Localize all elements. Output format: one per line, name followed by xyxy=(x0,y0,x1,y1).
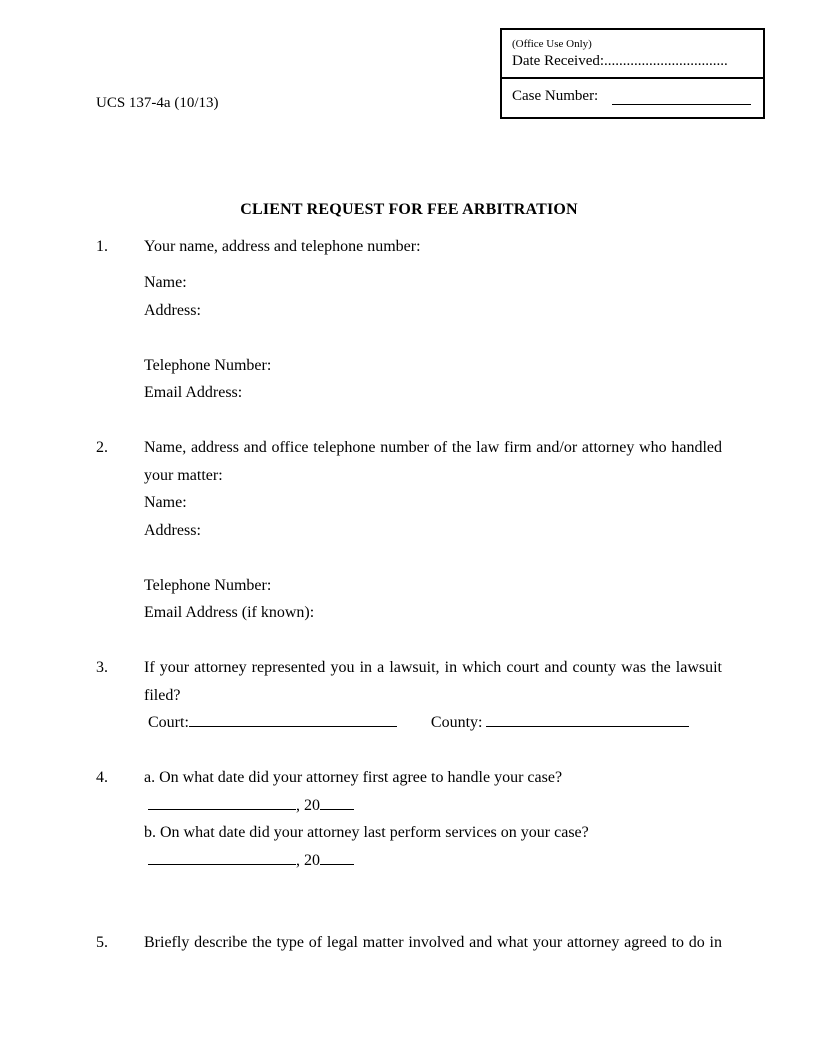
client-name-label: Name: xyxy=(144,274,187,291)
form-code: UCS 137-4a (10/13) xyxy=(96,95,219,111)
case-number-field[interactable] xyxy=(612,103,751,105)
question-3-number: 3. xyxy=(96,659,108,676)
question-3-prompt: If your attorney represented you in a lawsuit, in which court and county was the lawsuit filed? xyxy=(144,659,722,704)
court-label: Court: xyxy=(148,714,189,731)
office-use-only-label: (Office Use Only) xyxy=(512,38,592,50)
client-email-label: Email Address: xyxy=(144,384,243,401)
question-5-number: 5. xyxy=(96,934,108,951)
date-suffix-a: , 20 xyxy=(296,796,320,814)
question-4-number: 4. xyxy=(96,769,108,786)
question-5 xyxy=(96,929,722,957)
question-5-prompt: Briefly describe the type of legal matter involved and what your attorney agreed to do in xyxy=(144,934,722,951)
question-4 xyxy=(96,764,722,874)
attorney-phone-label: Telephone Number: xyxy=(144,576,272,594)
blank-line xyxy=(144,544,722,572)
date-suffix-b: , 20 xyxy=(296,851,320,869)
year-field-a[interactable] xyxy=(320,808,354,810)
question-4-body xyxy=(144,764,722,874)
date-received-label: Date Received:................................. xyxy=(512,53,728,69)
client-address-label: Address: xyxy=(144,301,201,319)
date-field-a[interactable] xyxy=(148,808,296,810)
court-county-row xyxy=(144,709,722,737)
office-use-box xyxy=(500,28,765,119)
question-1 xyxy=(96,233,722,407)
form-title: CLIENT REQUEST FOR FEE ARBITRATION xyxy=(240,201,578,218)
case-number-label: Case Number: xyxy=(512,88,599,104)
court-field[interactable] xyxy=(189,725,397,727)
form-content xyxy=(96,196,722,957)
question-3 xyxy=(96,654,722,737)
attorney-email-label: Email Address (if known): xyxy=(144,604,315,621)
county-label: County: xyxy=(430,714,483,731)
question-4b-prompt: b. On what date did your attorney last perform services on your case? xyxy=(144,824,589,841)
question-2-body xyxy=(144,434,722,627)
county-field[interactable] xyxy=(486,725,689,727)
date-field-b[interactable] xyxy=(148,863,296,865)
question-4a-prompt: a. On what date did your attorney first agree to handle your case? xyxy=(144,769,563,786)
question-3-body xyxy=(144,654,722,737)
date-row-a xyxy=(144,792,722,820)
question-2 xyxy=(96,434,722,627)
question-2-prompt: Name, address and office telephone number of the law firm and/or attorney who handled your matter: xyxy=(144,439,722,484)
date-row-b xyxy=(144,847,722,875)
blank-line xyxy=(144,324,722,352)
question-1-prompt: Your name, address and telephone number: xyxy=(144,237,421,255)
attorney-name-label: Name: xyxy=(144,494,187,511)
client-phone-label: Telephone Number: xyxy=(144,356,272,374)
year-field-b[interactable] xyxy=(320,863,354,865)
question-2-number: 2. xyxy=(96,439,108,456)
case-number-row xyxy=(502,77,763,117)
office-use-top-section xyxy=(502,30,763,77)
attorney-address-label: Address: xyxy=(144,521,201,539)
question-5-body xyxy=(144,929,722,957)
question-1-body xyxy=(144,233,722,407)
question-1-number: 1. xyxy=(96,237,108,255)
